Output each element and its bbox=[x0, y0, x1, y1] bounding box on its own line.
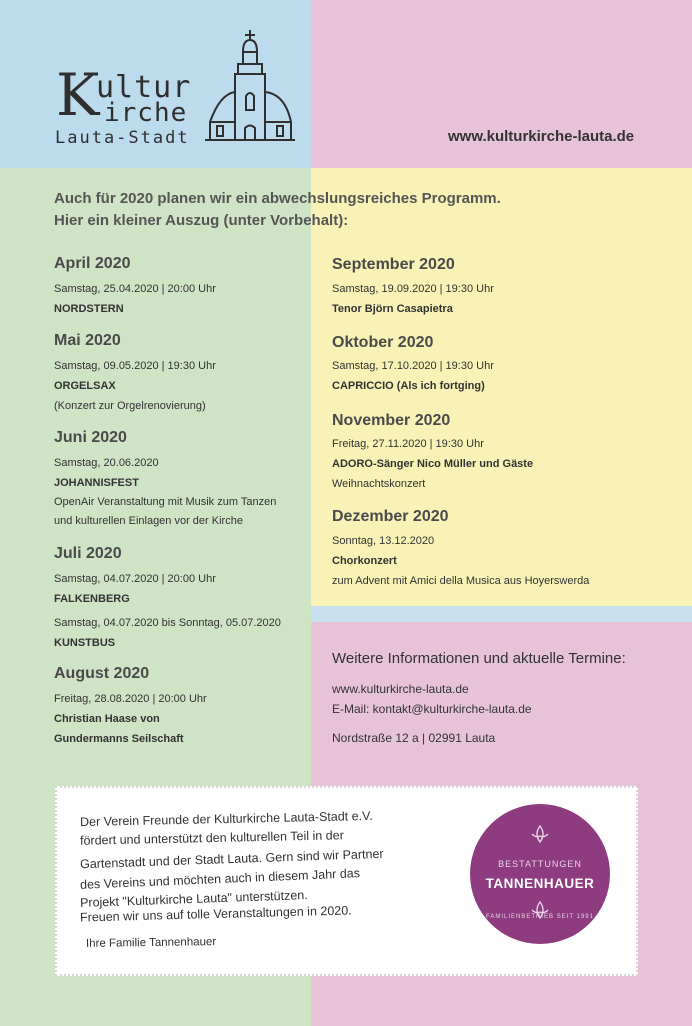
info-address: Nordstraße 12 a | 02991 Lauta bbox=[332, 731, 496, 745]
event-date: Samstag, 04.07.2020 bis Sonntag, 05.07.2020 bbox=[54, 617, 281, 629]
event-title: Tenor Björn Casapietra bbox=[332, 303, 453, 315]
month-heading: Dezember 2020 bbox=[332, 508, 449, 525]
event-title: FALKENBERG bbox=[54, 593, 130, 605]
info-email-link[interactable]: E-Mail: kontakt@kulturkirche-lauta.de bbox=[332, 702, 532, 716]
ad-signature: Ihre Familie Tannenhauer bbox=[85, 936, 217, 950]
month-heading: April 2020 bbox=[54, 255, 131, 272]
month-heading: Juni 2020 bbox=[54, 429, 127, 446]
logo-kirche: irche bbox=[104, 98, 188, 128]
month-heading: September 2020 bbox=[332, 256, 455, 273]
month-heading: Mai 2020 bbox=[54, 332, 121, 349]
ad-text-line: fördert und unterstützt den kulturellen Teil in der bbox=[79, 828, 344, 848]
event-date: Samstag, 17.10.2020 | 19:30 Uhr bbox=[332, 360, 494, 372]
event-date: Samstag, 04.07.2020 | 20:00 Uhr bbox=[54, 573, 216, 585]
event-title: ORGELSAX bbox=[54, 380, 116, 392]
event-date: Samstag, 20.06.2020 bbox=[54, 457, 159, 469]
event-date: Samstag, 25.04.2020 | 20:00 Uhr bbox=[54, 283, 216, 295]
event-title: Chorkonzert bbox=[332, 555, 397, 567]
month-heading: Oktober 2020 bbox=[332, 334, 434, 351]
logo-kultur: ultur bbox=[96, 70, 192, 105]
logo-place: Lauta-Stadt bbox=[55, 128, 190, 148]
event-title: Gundermanns Seilschaft bbox=[54, 733, 184, 745]
event-title: JOHANNISFEST bbox=[54, 477, 139, 489]
info-website-link[interactable]: www.kulturkirche-lauta.de bbox=[332, 682, 469, 696]
event-note: Weihnachtskonzert bbox=[332, 478, 426, 490]
logo-letter-k: K bbox=[56, 61, 100, 129]
event-date: Samstag, 09.05.2020 | 19:30 Uhr bbox=[54, 360, 216, 372]
month-heading: August 2020 bbox=[54, 665, 150, 682]
event-title: Christian Haase von bbox=[54, 713, 160, 725]
ad-text-line: Projekt "Kulturkirche Lauta" unterstützen. bbox=[79, 888, 308, 910]
header-website: www.kulturkirche-lauta.de bbox=[448, 128, 635, 145]
month-heading: November 2020 bbox=[332, 412, 451, 429]
month-heading: Juli 2020 bbox=[54, 545, 122, 562]
event-title: NORDSTERN bbox=[54, 303, 124, 315]
ad-text-line: Gartenstadt und der Stadt Lauta. Gern sind wir Partner bbox=[79, 846, 384, 872]
ad-text-line: Freuen wir uns auf tolle Veranstaltungen in 2020. bbox=[79, 903, 352, 925]
ad-text-line: Der Verein Freunde der Kulturkirche Lauta-Stadt e.V. bbox=[79, 808, 373, 830]
badge-title: BESTATTUNGEN bbox=[498, 859, 582, 869]
badge-name: TANNENHAUER bbox=[485, 876, 595, 891]
bg-blue-stripe bbox=[311, 606, 692, 622]
event-date: Freitag, 27.11.2020 | 19:30 Uhr bbox=[332, 438, 484, 450]
intro-line: Hier ein kleiner Auszug (unter Vorbehalt): bbox=[54, 212, 349, 229]
event-date: Samstag, 19.09.2020 | 19:30 Uhr bbox=[332, 283, 494, 295]
leaf-ornament-icon bbox=[470, 804, 610, 944]
badge-subtitle: FAMILIENBETRIEB SEIT 1991 bbox=[486, 914, 594, 920]
event-note: zum Advent mit Amici della Musica aus Hoyerswerda bbox=[332, 575, 590, 587]
event-title: ADORO-Sänger Nico Müller und Gäste bbox=[332, 458, 534, 470]
event-date: Freitag, 28.08.2020 | 20:00 Uhr bbox=[54, 693, 207, 705]
event-note: OpenAir Veranstaltung mit Musik zum Tanzen bbox=[54, 496, 277, 508]
tannenhauer-badge bbox=[470, 804, 610, 944]
intro-line: Auch für 2020 planen wir ein abwechslungsreiches Programm. bbox=[54, 190, 501, 207]
event-title: KUNSTBUS bbox=[54, 637, 116, 649]
church-icon bbox=[205, 30, 295, 142]
event-title: CAPRICCIO (Als ich fortging) bbox=[332, 380, 485, 392]
info-heading: Weitere Informationen und aktuelle Termine: bbox=[332, 650, 626, 667]
ad-text-line: des Vereins und möchten auch in diesem Jahr das bbox=[79, 866, 361, 892]
event-note: und kulturellen Einlagen vor der Kirche bbox=[54, 515, 243, 527]
event-note: (Konzert zur Orgelrenovierung) bbox=[54, 400, 206, 412]
event-date: Sonntag, 13.12.2020 bbox=[332, 535, 435, 547]
